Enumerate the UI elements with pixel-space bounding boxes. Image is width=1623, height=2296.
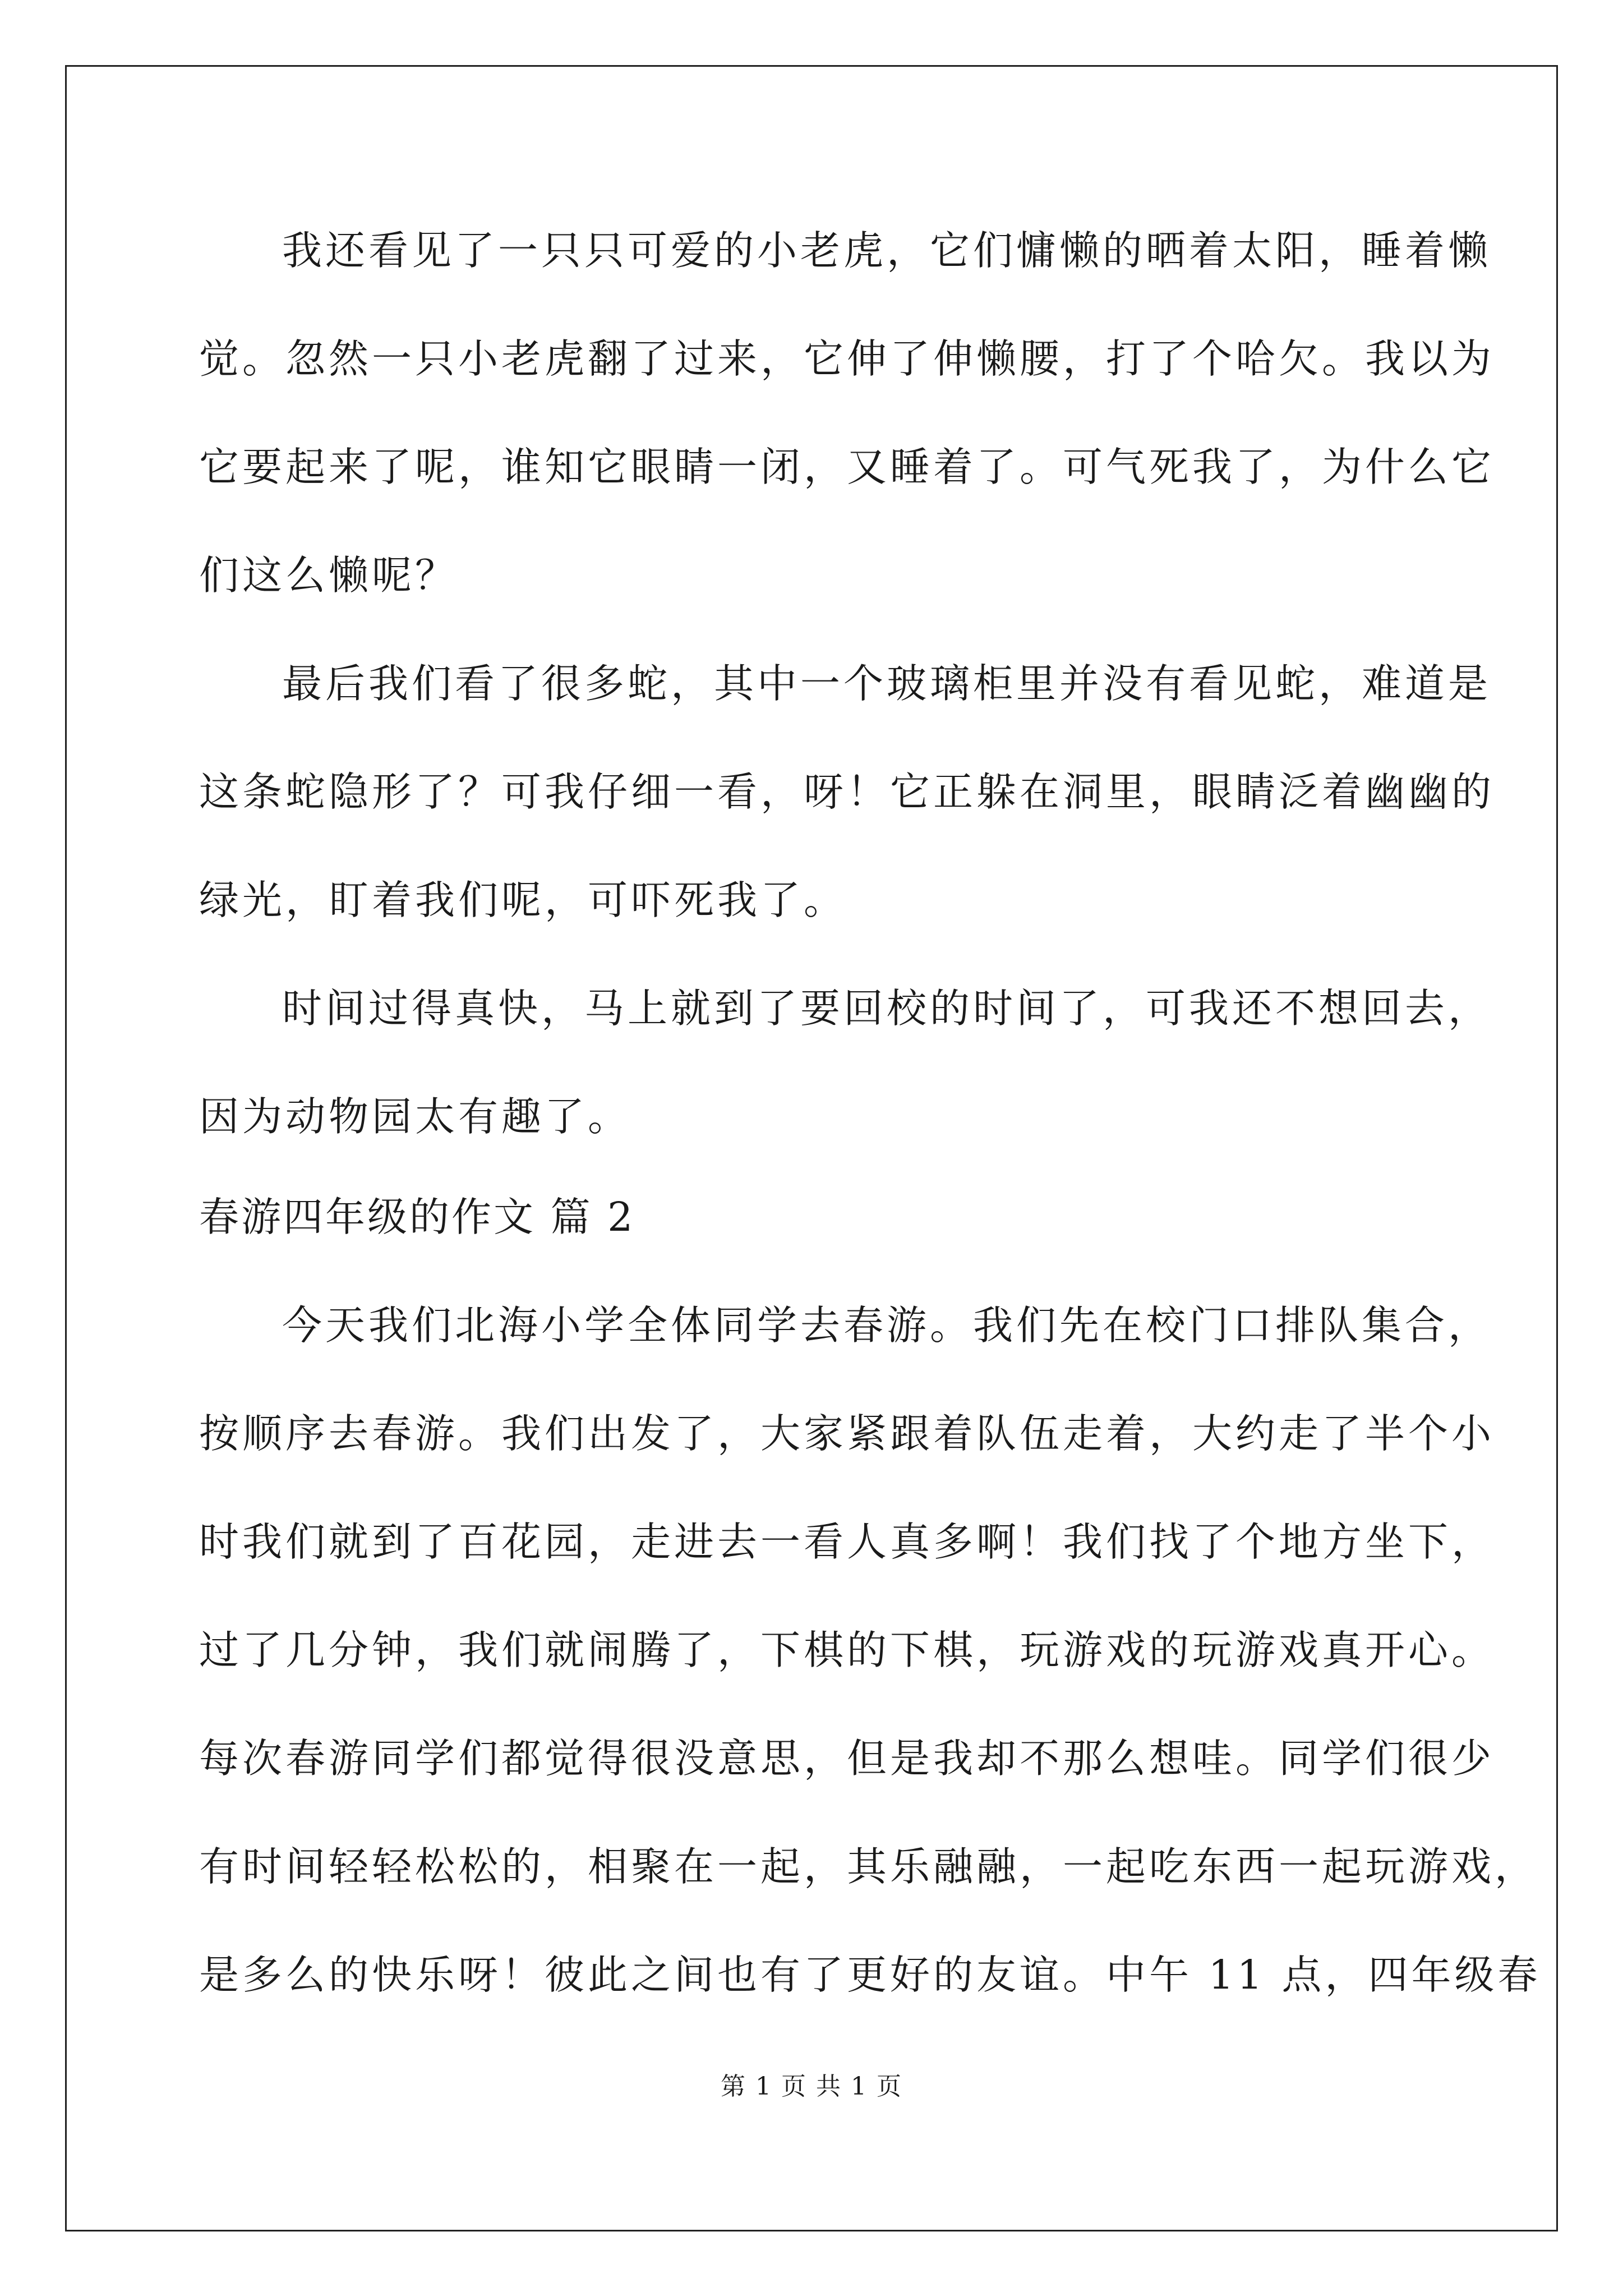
paragraph-line: 觉。忽然一只小老虎翻了过来，它伸了伸懒腰，打了个哈欠。我以为 <box>199 335 1495 382</box>
section-heading: 春游四年级的作文 篇 2 <box>199 1194 635 1240</box>
page-footer: 第 1 页 共 1 页 <box>721 2072 902 2101</box>
paragraph-line: 我还看见了一只只可爱的小老虎，它们慵懒的晒着太阳，睡着懒 <box>282 227 1492 274</box>
paragraph-line: 这条蛇隐形了？可我仔细一看，呀！它正躲在洞里，眼睛泛着幽幽的 <box>199 769 1495 815</box>
paragraph-line: 每次春游同学们都觉得很没意思，但是我却不那么想哇。同学们很少 <box>199 1735 1495 1782</box>
paragraph-line: 因为动物园太有趣了。 <box>199 1093 631 1140</box>
paragraph-line: 时我们就到了百花园，走进去一看人真多啊！我们找了个地方坐下， <box>199 1519 1495 1565</box>
paragraph-line: 是多么的快乐呀！彼此之间也有了更好的友谊。中午 11 点，四年级春 <box>199 1952 1541 1998</box>
paragraph-line: 有时间轻轻松松的，相聚在一起，其乐融融，一起吃东西一起玩游戏， <box>199 1843 1538 1890</box>
paragraph-line: 最后我们看了很多蛇，其中一个玻璃柜里并没有看见蛇，难道是 <box>282 660 1492 707</box>
paragraph-line: 过了几分钟，我们就闹腾了，下棋的下棋，玩游戏的玩游戏真开心。 <box>199 1627 1495 1673</box>
paragraph-line: 按顺序去春游。我们出发了，大家紧跟着队伍走着，大约走了半个小 <box>199 1410 1495 1457</box>
paragraph-line: 绿光，盯着我们呢，可吓死我了。 <box>199 877 847 923</box>
paragraph-line: 时间过得真快，马上就到了要回校的时间了，可我还不想回去， <box>282 985 1492 1032</box>
paragraph-line: 们这么懒呢？ <box>199 552 459 599</box>
paragraph-line: 今天我们北海小学全体同学去春游。我们先在校门口排队集合， <box>282 1302 1492 1349</box>
paragraph-line: 它要起来了呢，谁知它眼睛一闭，又睡着了。可气死我了，为什么它 <box>199 444 1495 490</box>
